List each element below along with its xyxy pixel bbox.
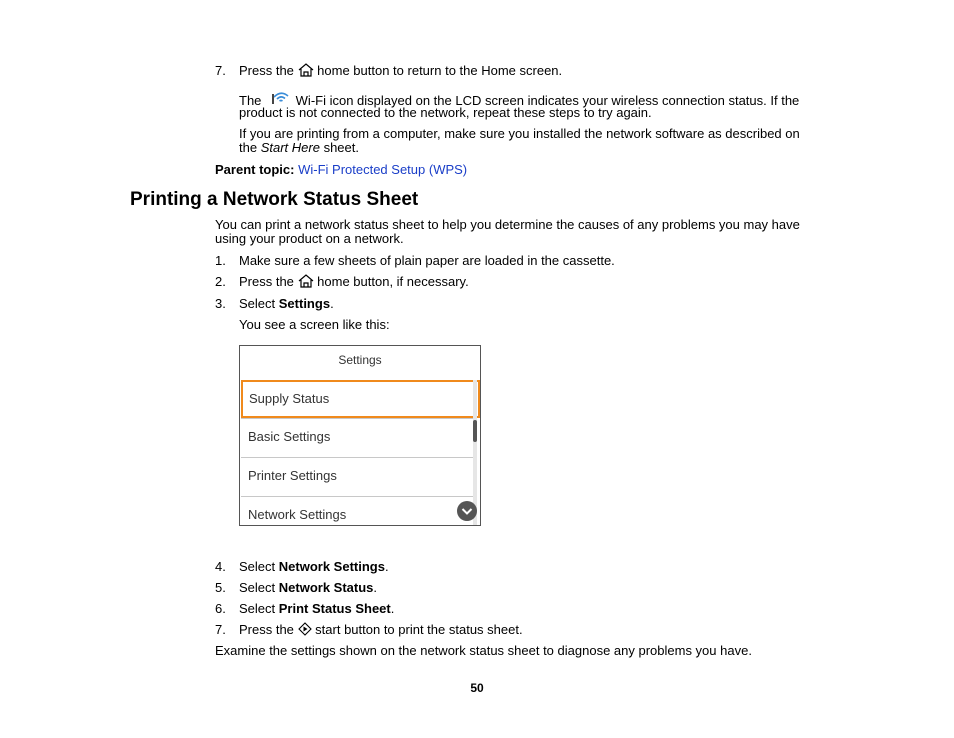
chevron-down-icon[interactable] bbox=[457, 501, 477, 521]
section-title: Printing a Network Status Sheet bbox=[130, 189, 419, 210]
wifi-note-line1: The Wi-Fi icon displayed on the LCD screen indicates your wireless connection status. If the bbox=[239, 90, 799, 109]
home-icon bbox=[298, 63, 314, 80]
step-7-text: Press the home button to return to the Home screen. bbox=[239, 63, 563, 78]
closing-text: Examine the settings shown on the network status sheet to diagnose any problems you have. bbox=[215, 643, 752, 658]
step-3-text: Select Settings. bbox=[239, 296, 334, 311]
step-5-num: 5. bbox=[215, 580, 226, 595]
step-6-num: 6. bbox=[215, 601, 226, 616]
lcd-item-printer-settings[interactable]: Printer Settings bbox=[241, 457, 473, 494]
lcd-scrollbar-thumb[interactable] bbox=[473, 420, 477, 442]
step-5-text: Select Network Status. bbox=[239, 580, 378, 595]
step-1-num: 1. bbox=[215, 253, 226, 268]
step-7-return-home: 7. bbox=[215, 63, 226, 78]
lcd-item-basic-settings[interactable]: Basic Settings bbox=[241, 418, 473, 455]
step-1-text: Make sure a few sheets of plain paper are loaded in the cassette. bbox=[239, 253, 615, 268]
step-7-start-text: Press the start button to print the status sheet. bbox=[239, 622, 523, 637]
start-icon bbox=[298, 622, 312, 639]
step-6-text: Select Print Status Sheet. bbox=[239, 601, 395, 616]
step-2-num: 2. bbox=[215, 274, 226, 289]
screen-note: You see a screen like this: bbox=[239, 317, 390, 332]
computer-note-line1: If you are printing from a computer, make sure you installed the network software as described on bbox=[239, 126, 800, 141]
intro-line1: You can print a network status sheet to help you determine the causes of any problems you may have bbox=[215, 217, 800, 232]
intro-line2: using your product on a network. bbox=[215, 231, 404, 246]
computer-note-line2: the Start Here sheet. bbox=[239, 140, 359, 155]
step-3-num: 3. bbox=[215, 296, 226, 311]
step-2-text: Press the home button, if necessary. bbox=[239, 274, 469, 289]
home-icon bbox=[298, 274, 314, 291]
lcd-settings-screen bbox=[239, 345, 481, 526]
lcd-item-supply-status[interactable]: Supply Status bbox=[241, 380, 480, 418]
parent-topic-link[interactable]: Wi-Fi Protected Setup (WPS) bbox=[298, 162, 468, 177]
step-7-num: 7. bbox=[215, 622, 226, 637]
step-4-num: 4. bbox=[215, 559, 226, 574]
wifi-note-line2: product is not connected to the network, repeat these steps to try again. bbox=[239, 105, 652, 120]
lcd-item-network-settings[interactable]: Network Settings bbox=[241, 496, 473, 526]
parent-topic: Parent topic: Wi-Fi Protected Setup (WPS) bbox=[215, 162, 468, 177]
step-4-text: Select Network Settings. bbox=[239, 559, 389, 574]
page-number: 50 bbox=[470, 681, 484, 695]
lcd-title: Settings bbox=[338, 353, 382, 367]
